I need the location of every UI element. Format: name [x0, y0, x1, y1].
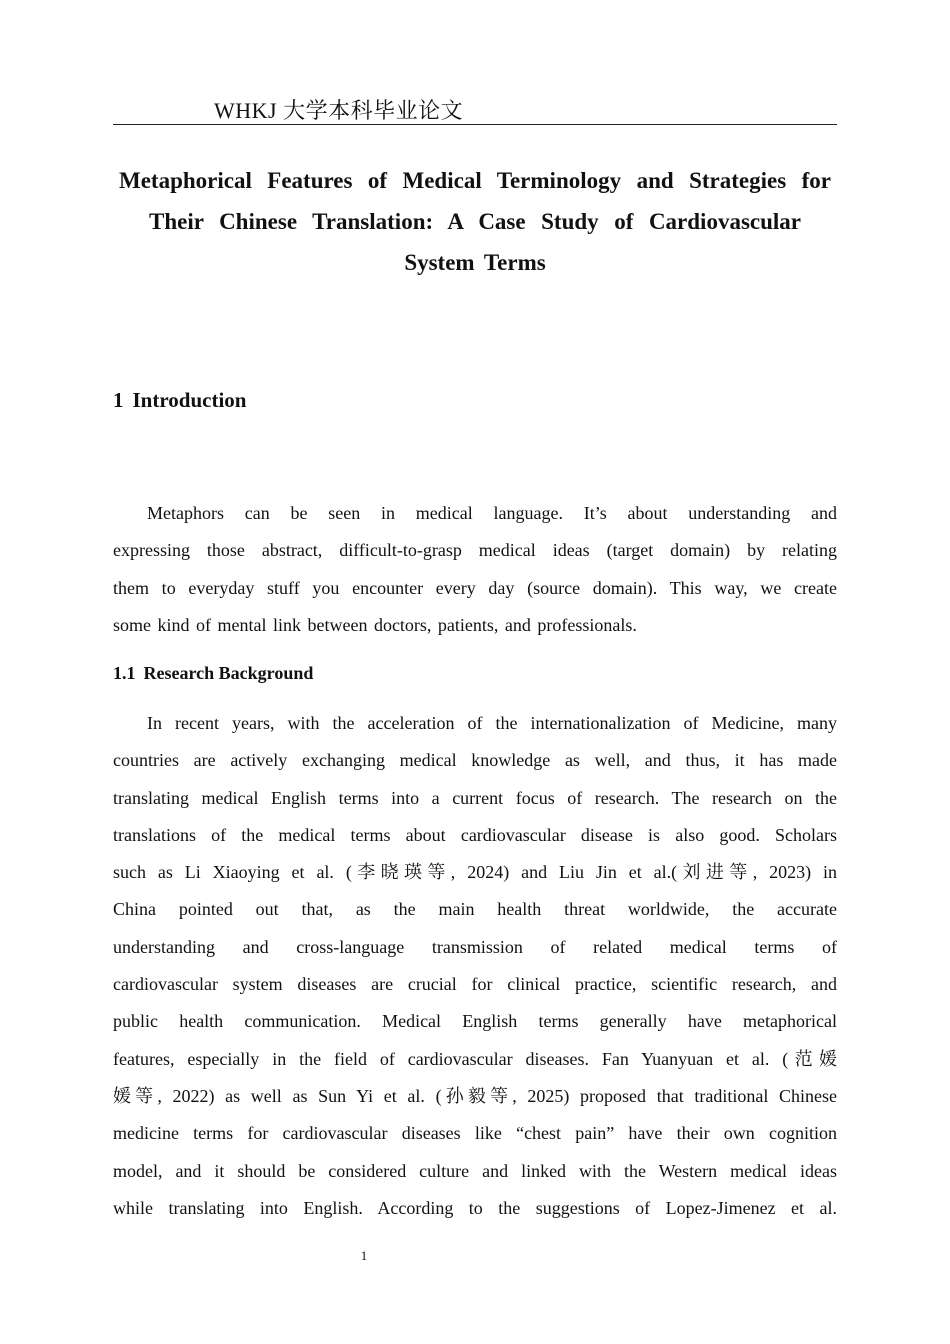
- paragraph-line: such as Li Xiaoying et al. (李晓瑛等, 2024) and Liu Jin et al.(刘进等, 2023) in: [113, 862, 837, 883]
- paragraph-line: some kind of mental link between doctors, patients, and professionals.: [113, 614, 637, 635]
- page-number: 1: [360, 1248, 368, 1263]
- section-number: 1: [113, 388, 124, 412]
- paragraph-line: medicine terms for cardiovascular diseases like “chest pain” have their own cognition: [113, 1123, 837, 1144]
- paragraph-line: features, especially in the field of cardiovascular diseases. Fan Yuanyuan et al. (范媛: [113, 1048, 837, 1069]
- paragraph-line: them to everyday stuff you encounter every day (source domain). This way, we create: [113, 577, 837, 598]
- paragraph-line: cardiovascular system diseases are crucial for clinical practice, scientific research, and: [113, 974, 837, 995]
- paper-title-line: Metaphorical Features of Medical Terminology and Strategies for: [119, 168, 831, 193]
- subsection-title: Research Background: [143, 663, 314, 683]
- paragraph-line: expressing those abstract, difficult-to-grasp medical ideas (target domain) by relating: [113, 540, 837, 561]
- research-background-paragraph: [113, 705, 837, 1227]
- running-header-title: WHKJ 大学本科毕业论文: [214, 98, 464, 123]
- paragraph-line: China pointed out that, as the main health threat worldwide, the accurate: [113, 899, 837, 920]
- section-title: Introduction: [132, 388, 247, 412]
- paragraph-line: understanding and cross-language transmission of related medical terms of: [113, 936, 837, 957]
- paper-title-line: Their Chinese Translation: A Case Study of Cardiovascular: [149, 209, 801, 234]
- introduction-paragraph: [113, 495, 837, 644]
- subsection-heading-research-background: [113, 663, 313, 684]
- paper-title: [113, 160, 837, 283]
- paragraph-line: Metaphors can be seen in medical language. It’s about understanding and: [147, 503, 837, 523]
- paragraph-line: while translating into English. According to the suggestions of Lopez-Jimenez et al.: [113, 1197, 837, 1218]
- paragraph-line: public health communication. Medical English terms generally have metaphorical: [113, 1011, 837, 1032]
- subsection-number: 1.1: [113, 663, 136, 683]
- section-heading-introduction: [113, 388, 246, 413]
- paragraph-line: In recent years, with the acceleration of the internationalization of Medicine, many: [147, 713, 837, 733]
- paragraph-line: 媛等, 2022) as well as Sun Yi et al. (孙毅等, 2025) proposed that traditional Chinese: [113, 1085, 837, 1106]
- paper-title-line: System Terms: [404, 250, 546, 275]
- running-header: [113, 90, 837, 125]
- paragraph-line: translating medical English terms into a current focus of research. The research on the: [113, 787, 837, 808]
- paragraph-line: translations of the medical terms about cardiovascular disease is also good. Scholars: [113, 824, 837, 845]
- paragraph-line: model, and it should be considered culture and linked with the Western medical ideas: [113, 1160, 837, 1181]
- paragraph-line: countries are actively exchanging medical knowledge as well, and thus, it has made: [113, 750, 837, 771]
